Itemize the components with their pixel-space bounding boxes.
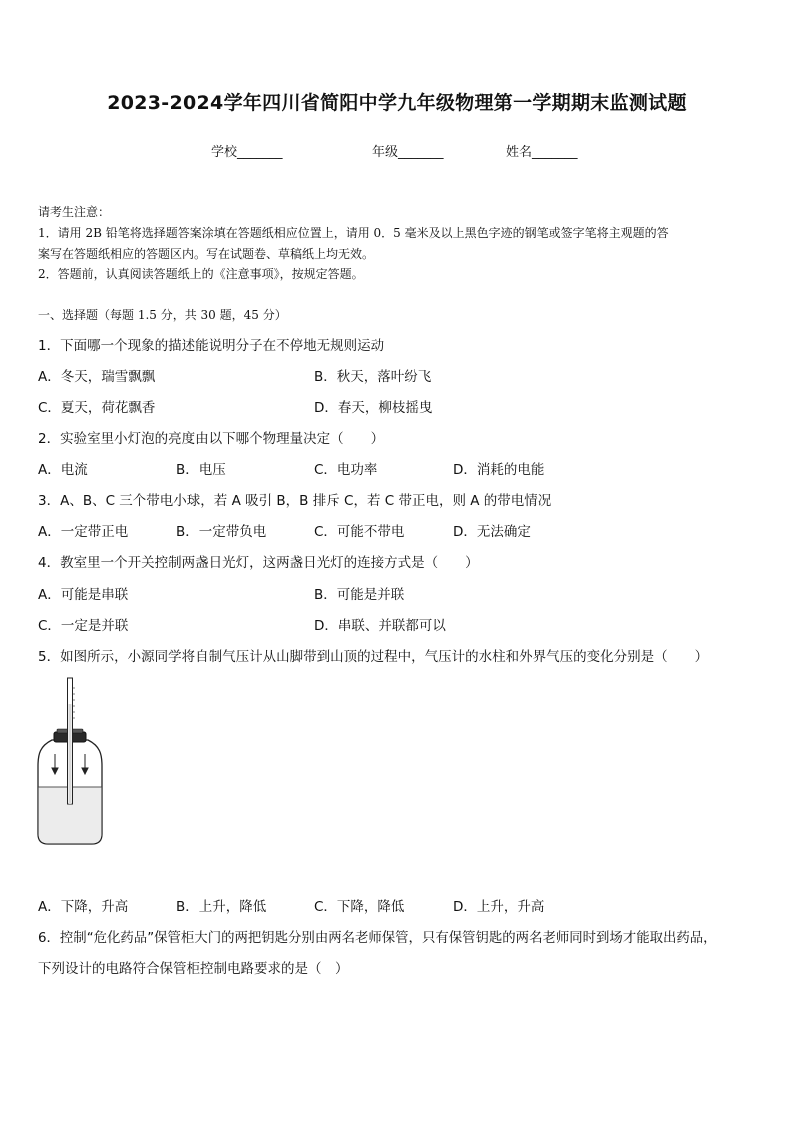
- tube-water-column: [69, 704, 72, 804]
- q4-option-b[interactable]: B．可能是并联: [314, 587, 405, 603]
- question-1-stem: 1．下面哪一个现象的描述能说明分子在不停地无规则运动: [38, 338, 385, 354]
- q3-option-a[interactable]: A．一定带正电: [38, 524, 129, 540]
- q1-option-d[interactable]: D．春天，柳枝摇曳: [314, 400, 433, 416]
- q1-option-b[interactable]: B．秋天，落叶纷飞: [314, 369, 432, 385]
- q2-option-d[interactable]: D．消耗的电能: [453, 462, 545, 478]
- notice-line-2: 2．答题前，认真阅读答题纸上的《注意事项》，按规定答题。: [38, 267, 364, 281]
- name-field[interactable]: 姓名_______: [506, 145, 578, 160]
- q2-option-a[interactable]: A．电流: [38, 462, 88, 478]
- section-heading: 一、选择题（每题 1.5 分，共 30 题，45 分）: [38, 308, 287, 322]
- question-6-stem-line-1: 6．控制“危化药品”保管柜大门的两把钥匙分别由两名老师保管，只有保管钥匙的两名老师同时到场才能取出药品，: [38, 931, 717, 946]
- notice-line-1b: 案写在答题纸相应的答题区内。写在试题卷、草稿纸上均无效。: [38, 247, 375, 261]
- q5-option-d[interactable]: D．上升，升高: [453, 899, 545, 915]
- page-title: 2023-2024学年四川省简阳中学九年级物理第一学期期末监测试题: [107, 92, 687, 114]
- q4-option-c[interactable]: C．一定是并联: [38, 618, 129, 634]
- school-field[interactable]: 学校_______: [211, 145, 283, 160]
- q2-option-b[interactable]: B．电压: [176, 462, 226, 478]
- question-5-stem: 5．如图所示，小源同学将自制气压计从山脚带到山顶的过程中，气压计的水柱和外界气压的变化分别是（ ）: [38, 649, 709, 665]
- question-4-stem: 4．教室里一个开关控制两盏日光灯，这两盏日光灯的连接方式是（ ）: [38, 555, 479, 571]
- q3-option-c[interactable]: C．可能不带电: [314, 524, 405, 540]
- q1-option-c[interactable]: C．夏天，荷花飘香: [38, 400, 156, 416]
- q4-option-d[interactable]: D．串联、并联都可以: [314, 618, 446, 634]
- q2-option-c[interactable]: C．电功率: [314, 462, 378, 478]
- q3-option-b[interactable]: B．一定带负电: [176, 524, 267, 540]
- q5-option-c[interactable]: C．下降，降低: [314, 899, 405, 915]
- question-3-stem: 3．A、B、C 三个带电小球，若 A 吸引 B，B 排斥 C，若 C 带正电，则 A 的带电情况: [38, 493, 552, 509]
- q4-option-a[interactable]: A．可能是串联: [38, 587, 129, 603]
- q3-option-d[interactable]: D．无法确定: [453, 524, 531, 540]
- q5-option-b[interactable]: B．上升，降低: [176, 899, 267, 915]
- question-2-stem: 2．实验室里小灯泡的亮度由以下哪个物理量决定（ ）: [38, 431, 385, 447]
- grade-field[interactable]: 年级_______: [372, 145, 444, 160]
- q5-option-a[interactable]: A．下降，升高: [38, 899, 129, 915]
- q1-option-a[interactable]: A．冬天，瑞雪飘飘: [38, 369, 156, 385]
- notice-line-1a: 1．请用 2B 铅笔将选择题答案涂填在答题纸相应位置上，请用 0．5 毫米及以上黑色字迹的钢笔或签字笔将主观题的答: [38, 226, 669, 240]
- question-6-stem-line-2: 下列设计的电路符合保管柜控制电路要求的是（ ）: [38, 961, 349, 977]
- notice-heading: 请考生注意：: [38, 205, 111, 219]
- barometer-figure: [30, 674, 110, 850]
